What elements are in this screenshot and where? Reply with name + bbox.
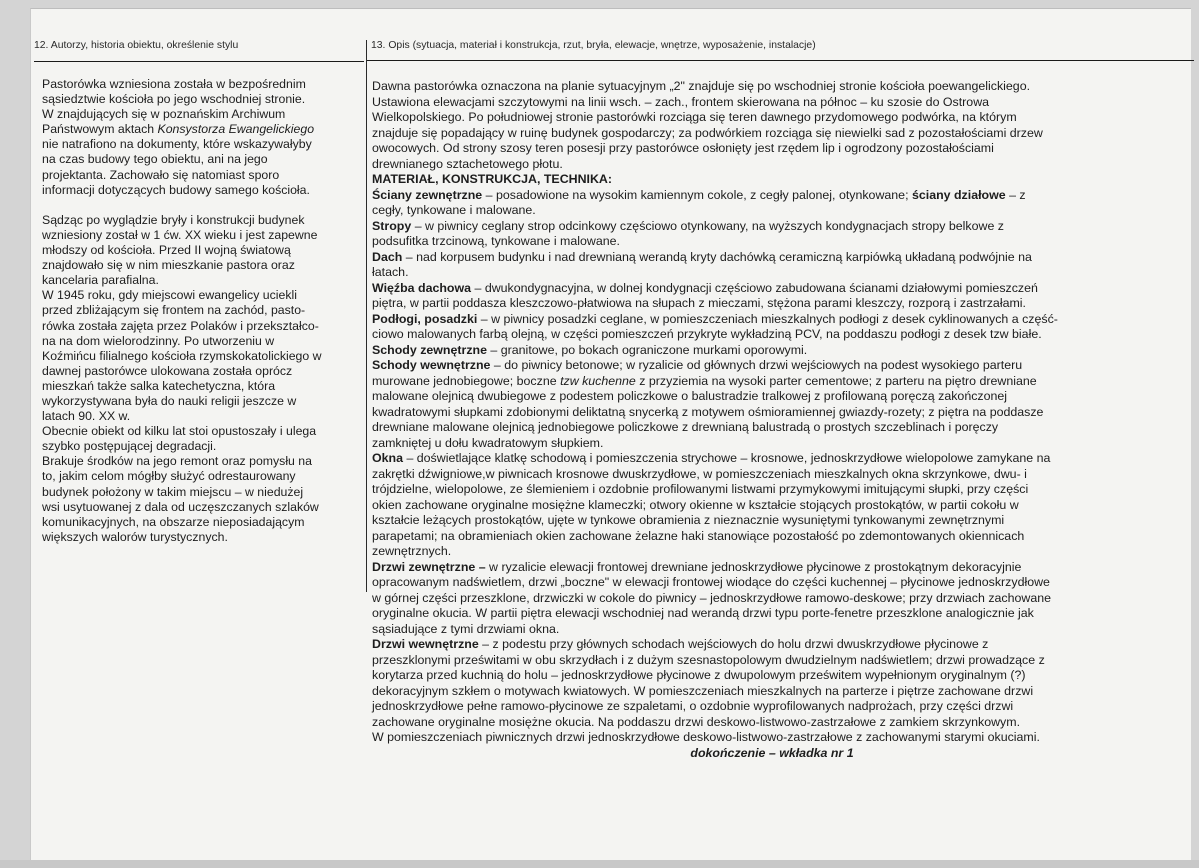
text-line: trójdzielne, wielopolowe, ze ślemieniem i ozdobnie profilowanymi listwami przymykowymi imitującymi słupki, przy części <box>372 482 1029 496</box>
section-label: ściany działowe <box>911 187 1006 202</box>
text-line: opracowanym nadświetlem, drzwi „boczne" w elewacji frontowej wiodące do części kuchennej – płycinowe jednoskrzydłowe <box>372 575 1050 589</box>
text-line: Pastorówka wzniesiona została w bezpośrednim <box>42 77 306 91</box>
text-line: dawnej pastorówce ulokowana została oprócz <box>42 363 293 378</box>
text-line: Ustawiona elewacjami szczytowymi na linii wsch. – zach., frontem skierowana na północ – ku szosie do Ostrowa <box>372 94 990 109</box>
text-line: łatach. <box>372 265 409 279</box>
text-line: podsufitka trzcinową, tynkowane i malowane. <box>372 234 620 248</box>
section-label: Ściany zewnętrzne <box>372 187 483 202</box>
text-line: dekoracyjnym szkłem o motywach kwiatowych. W pomieszczeniach mieszkalnych na parterze i piętrze zachowane drzwi <box>372 683 1034 698</box>
text-line: okien zachowane oryginalne mosiężne klameczki; otwory okienne w kształcie stojących prostokątów, w partii cokołu w <box>372 497 1019 512</box>
text-line: przeszklonymi prześwitami w obu skrzydłach i z dużym szesnastopolowym dwudzielnym nadświetlem; drzwi prowadzące z <box>372 652 1045 667</box>
text-line: zamkniętej u dołu kwadratowym słupkiem. <box>372 435 604 450</box>
text-line: rówka została zajęta przez Polaków i przekształco- <box>42 318 319 333</box>
text-line: Okna – doświetlające klatkę schodową i pomieszczenia strychowe – krosnowe, jednoskrzydłowe wielopolowe zamykane na <box>372 451 1051 465</box>
text-line: jednoskrzydłowe pełne ramowo-płycinowe ze szpaletami, o ozdobnie wyprofilowanych nadprożach, przy części drzwi <box>372 699 1014 713</box>
text-line: owocowych. Od strony szosy teren posesji przy pastorówce osłonięty jest rzędem lip i ogrodzony pozostałościami <box>372 141 994 155</box>
text-line: Drzwi wewnętrzne – z podestu przy głównych schodach wejściowych do holu drzwi dwuskrzydłowe płycinowe z <box>372 637 989 651</box>
text-line: Więźba dachowa – dwukondygnacyjna, w dolnej kondygnacji częściowo zabudowana ścianami działowymi pomieszczeń <box>372 280 1038 295</box>
archive-name: Konsystorza Ewangelickiego <box>157 122 315 137</box>
text-line: Schody zewnętrzne – granitowe, po bokach ograniczone murkami oporowymi. <box>372 342 808 357</box>
text-line: cegły, tynkowane i malowane. <box>372 203 536 217</box>
text-line: wsi usytuowanej z dala od uczęszczanych szlaków <box>42 499 319 514</box>
text-line: Sądząc po wyglądzie bryły i konstrukcji budynek <box>42 212 305 227</box>
text-line: sąsiadujące z tymi drzwiami okna. <box>372 621 560 636</box>
text-line: zewnętrznych. <box>372 544 452 558</box>
text-line: Dawna pastorówka oznaczona na planie sytuacyjnym „2" znajduje się po wschodniej stronie kościoła poewangelickiego. <box>372 79 1031 93</box>
text-line: Państwowym aktach Konsystorza Ewangelickiego <box>42 122 315 137</box>
text-line: informacji dotyczących budowy samego kościoła. <box>42 182 310 197</box>
text-line: drewnianego sztachetowego płotu. <box>372 156 563 171</box>
paragraph-gap <box>42 198 362 213</box>
section-label: Schody zewnętrzne <box>372 342 487 357</box>
text-line: szybko postępującej degradacji. <box>42 439 217 454</box>
text-line: murowane jednobiegowe; boczne tzw kuchenne z przyziemia na wysoki parter cementowe; z parteru na piętro drewniane <box>372 373 1037 388</box>
text-line: Koźmińcu filialnego kościoła rzymskokatolickiego w <box>42 348 322 363</box>
section-13-header: 13. Opis (sytuacja, materiał i konstrukcja, rzut, bryła, elewacje, wnętrze, wyposażenie, instalacje) <box>367 37 1194 61</box>
text-line: ciowo malowanych farbą olejną, w części pomieszczeń przykryte wykładziną PCV, na poddaszu podłogi z desek tzw białe. <box>372 327 1042 341</box>
text-line: przed zbliżającym się frontem na zachód, pasto- <box>42 303 306 318</box>
section-label: MATERIAŁ, KONSTRUKCJA, TECHNIKA: <box>372 172 613 186</box>
section-label: Więźba dachowa <box>372 280 472 295</box>
italic-term: tzw kuchenne <box>560 373 636 388</box>
text-line: znajdowało się w nim mieszkanie pastora oraz <box>42 258 295 273</box>
text-line: wykorzystywana była do nauki religii jeszcze w <box>42 393 297 408</box>
column-divider <box>366 40 367 592</box>
text-line: oryginalne okucia. W partii piętra elewacji wschodniej nad werandą drzwi typu porte-fenetre przeszklone analogicznie jak <box>372 606 1034 620</box>
text-line: Brakuje środków na jego remont oraz pomysłu na <box>42 454 312 469</box>
text-line: sąsiedztwie kościoła po jego wschodniej stronie. <box>42 92 306 107</box>
text-line: zachowane oryginalne mosiężne okucia. Na poddaszu drzwi deskowo-listwowo-zastrzałowe z zamkiem skrzynkowym. <box>372 714 1021 729</box>
text-line: nie natrafiono na dokumenty, które wskazywałyby <box>42 137 312 152</box>
text-line: wzniesiony został w 1 ćw. XX wieku i jest zapewne <box>42 227 318 242</box>
text-line: to, jakim celom mógłby służyć odrestaurowany <box>42 469 296 484</box>
history-column <box>42 77 362 545</box>
section-label: Dach <box>372 249 403 264</box>
text-line <box>372 172 1172 188</box>
section-label: Podłogi, posadzki <box>372 311 478 326</box>
text-line: komunikacyjnych, na obszarze nieposiadającym <box>42 514 305 529</box>
text-line: Ściany zewnętrzne – posadowione na wysokim kamiennym cokole, z cegły palonej, otynkowane; ściany działowe – z <box>372 187 1026 202</box>
section-label: Schody wewnętrzne <box>372 358 491 372</box>
page-edge <box>0 860 1199 868</box>
text-line: malowane olejnicą dwubiegowe z podestem policzkowe o balustradzie tralkowej z profilowaną poręczą zakończonej <box>372 389 1008 403</box>
text-line: parapetami; na obramieniach okien zachowane żelazne haki stanowiące pozostałość po zdemontowanych okiennicach <box>372 528 1025 543</box>
text-line: latach 90. XX w. <box>42 409 131 424</box>
text-line: Podłogi, posadzki – w piwnicy posadzki ceglane, w pomieszczeniach mieszkalnych podłogi z desek cyklinowanych a część- <box>372 311 1058 326</box>
text-line: zakrętki dźwigniowe,w piwnicach krosnowe dwuskrzydłowe, w pomieszczeniach mieszkalnych okna skrzynkowe, dwu- i <box>372 466 1027 481</box>
text-line: kształcie leżących prostokątów, ujęte w tynkowe obramienia z nieznacznie wysuniętymi tynkowanymi zewnętrznymi <box>372 513 1005 527</box>
text-line: Obecnie obiekt od kilku lat stoi opustoszały i ulega <box>42 424 317 439</box>
text-line: na na dom wielorodzinny. Po utworzeniu w <box>42 333 275 348</box>
section-12-header: 12. Autorzy, historia obiektu, określenie stylu <box>34 37 364 62</box>
text-line: kancelaria parafialna. <box>42 273 159 288</box>
text-line: piętra, w partii poddasza kleszczowo-płatwiowa na słupach z mieczami, stężona parami kleszczy, rozporą i zastrzałami. <box>372 296 1026 310</box>
text-line: mieszkań także salka katechetyczna, która <box>42 378 276 393</box>
text-line: na czas budowy tego obiektu, ani na jego <box>42 152 268 167</box>
text-line: korytarza przed kuchnią do holu – jednoskrzydłowe płycinowe z dwupolowym prześwitem wypełnionym oryginalnym (?) <box>372 668 1026 682</box>
text-line: młodszy od kościoła. Przed II wojną światową <box>42 243 291 258</box>
text-line: kwadratowymi słupkami zdobionymi deliktatną snycerką z motywem ośmioramiennej gwiazdy-rozety; z piętra na poddasze <box>372 404 1044 419</box>
text-line: w górnej części przeszklone, drzwiczki w cokole do piwnicy – jednoskrzydłowe ramowo-deskowe; przy drzwiach zachowane <box>372 590 1052 605</box>
text-line: W pomieszczeniach piwnicznych drzwi jednoskrzydłowe deskowo-listwowo-zastrzałowe z zachowanymi starymi okuciami. <box>372 730 1040 744</box>
text-line: Stropy – w piwnicy ceglany strop odcinkowy częściowo otynkowany, na wyższych kondygnacjach stropy belkowe z <box>372 218 1004 233</box>
text-line: Dach – nad korpusem budynku i nad drewnianą werandą kryty dachówką ceramiczną karpiówką układaną podwójnie na <box>372 249 1032 264</box>
text-line: Drzwi zewnętrzne – w ryzalicie elewacji frontowej drewniane jednoskrzydłowe płycinowe z prostokątnym dekoracyjnie <box>372 559 1022 574</box>
text-line: Schody wewnętrzne – do piwnicy betonowe; w ryzalicie od głównych drzwi wejściowych na podest wysokiego parteru <box>372 358 1023 372</box>
text-line: większych walorów turystycznych. <box>42 529 228 544</box>
text-line: znajduje się popadający w ruinę budynek gospodarczy; za podwórkiem rozciąga się niewielki sad z pozostałościami drzew <box>372 125 1043 140</box>
text-line: drewniane malowane olejnicą jednobiegowe policzkowe z drewnianą balustradą o prostych szczeblinach i poręczy <box>372 420 999 434</box>
text-line: W znajdujących się w poznańskim Archiwum <box>42 107 286 122</box>
section-label: Drzwi zewnętrzne – <box>372 559 486 574</box>
section-label: Stropy <box>372 218 412 233</box>
text-line: projektanta. Zachowało się natomiast sporo <box>42 167 280 182</box>
text-line: budynek położony w takim miejscu – w niedużej <box>42 484 304 499</box>
text-line: W 1945 roku, gdy miejscowi ewangelicy uciekli <box>42 288 297 303</box>
text-line: Wielkopolskiego. Po południowej stronie pastorówki rozciąga się teren dawnego przydomowego podwórka, na którym <box>372 110 1017 124</box>
section-label: Drzwi wewnętrzne <box>372 637 479 651</box>
section-label: Okna <box>372 451 403 465</box>
continuation-note: dokończenie – wkładka nr 1 <box>690 745 854 760</box>
description-column <box>372 79 1172 761</box>
